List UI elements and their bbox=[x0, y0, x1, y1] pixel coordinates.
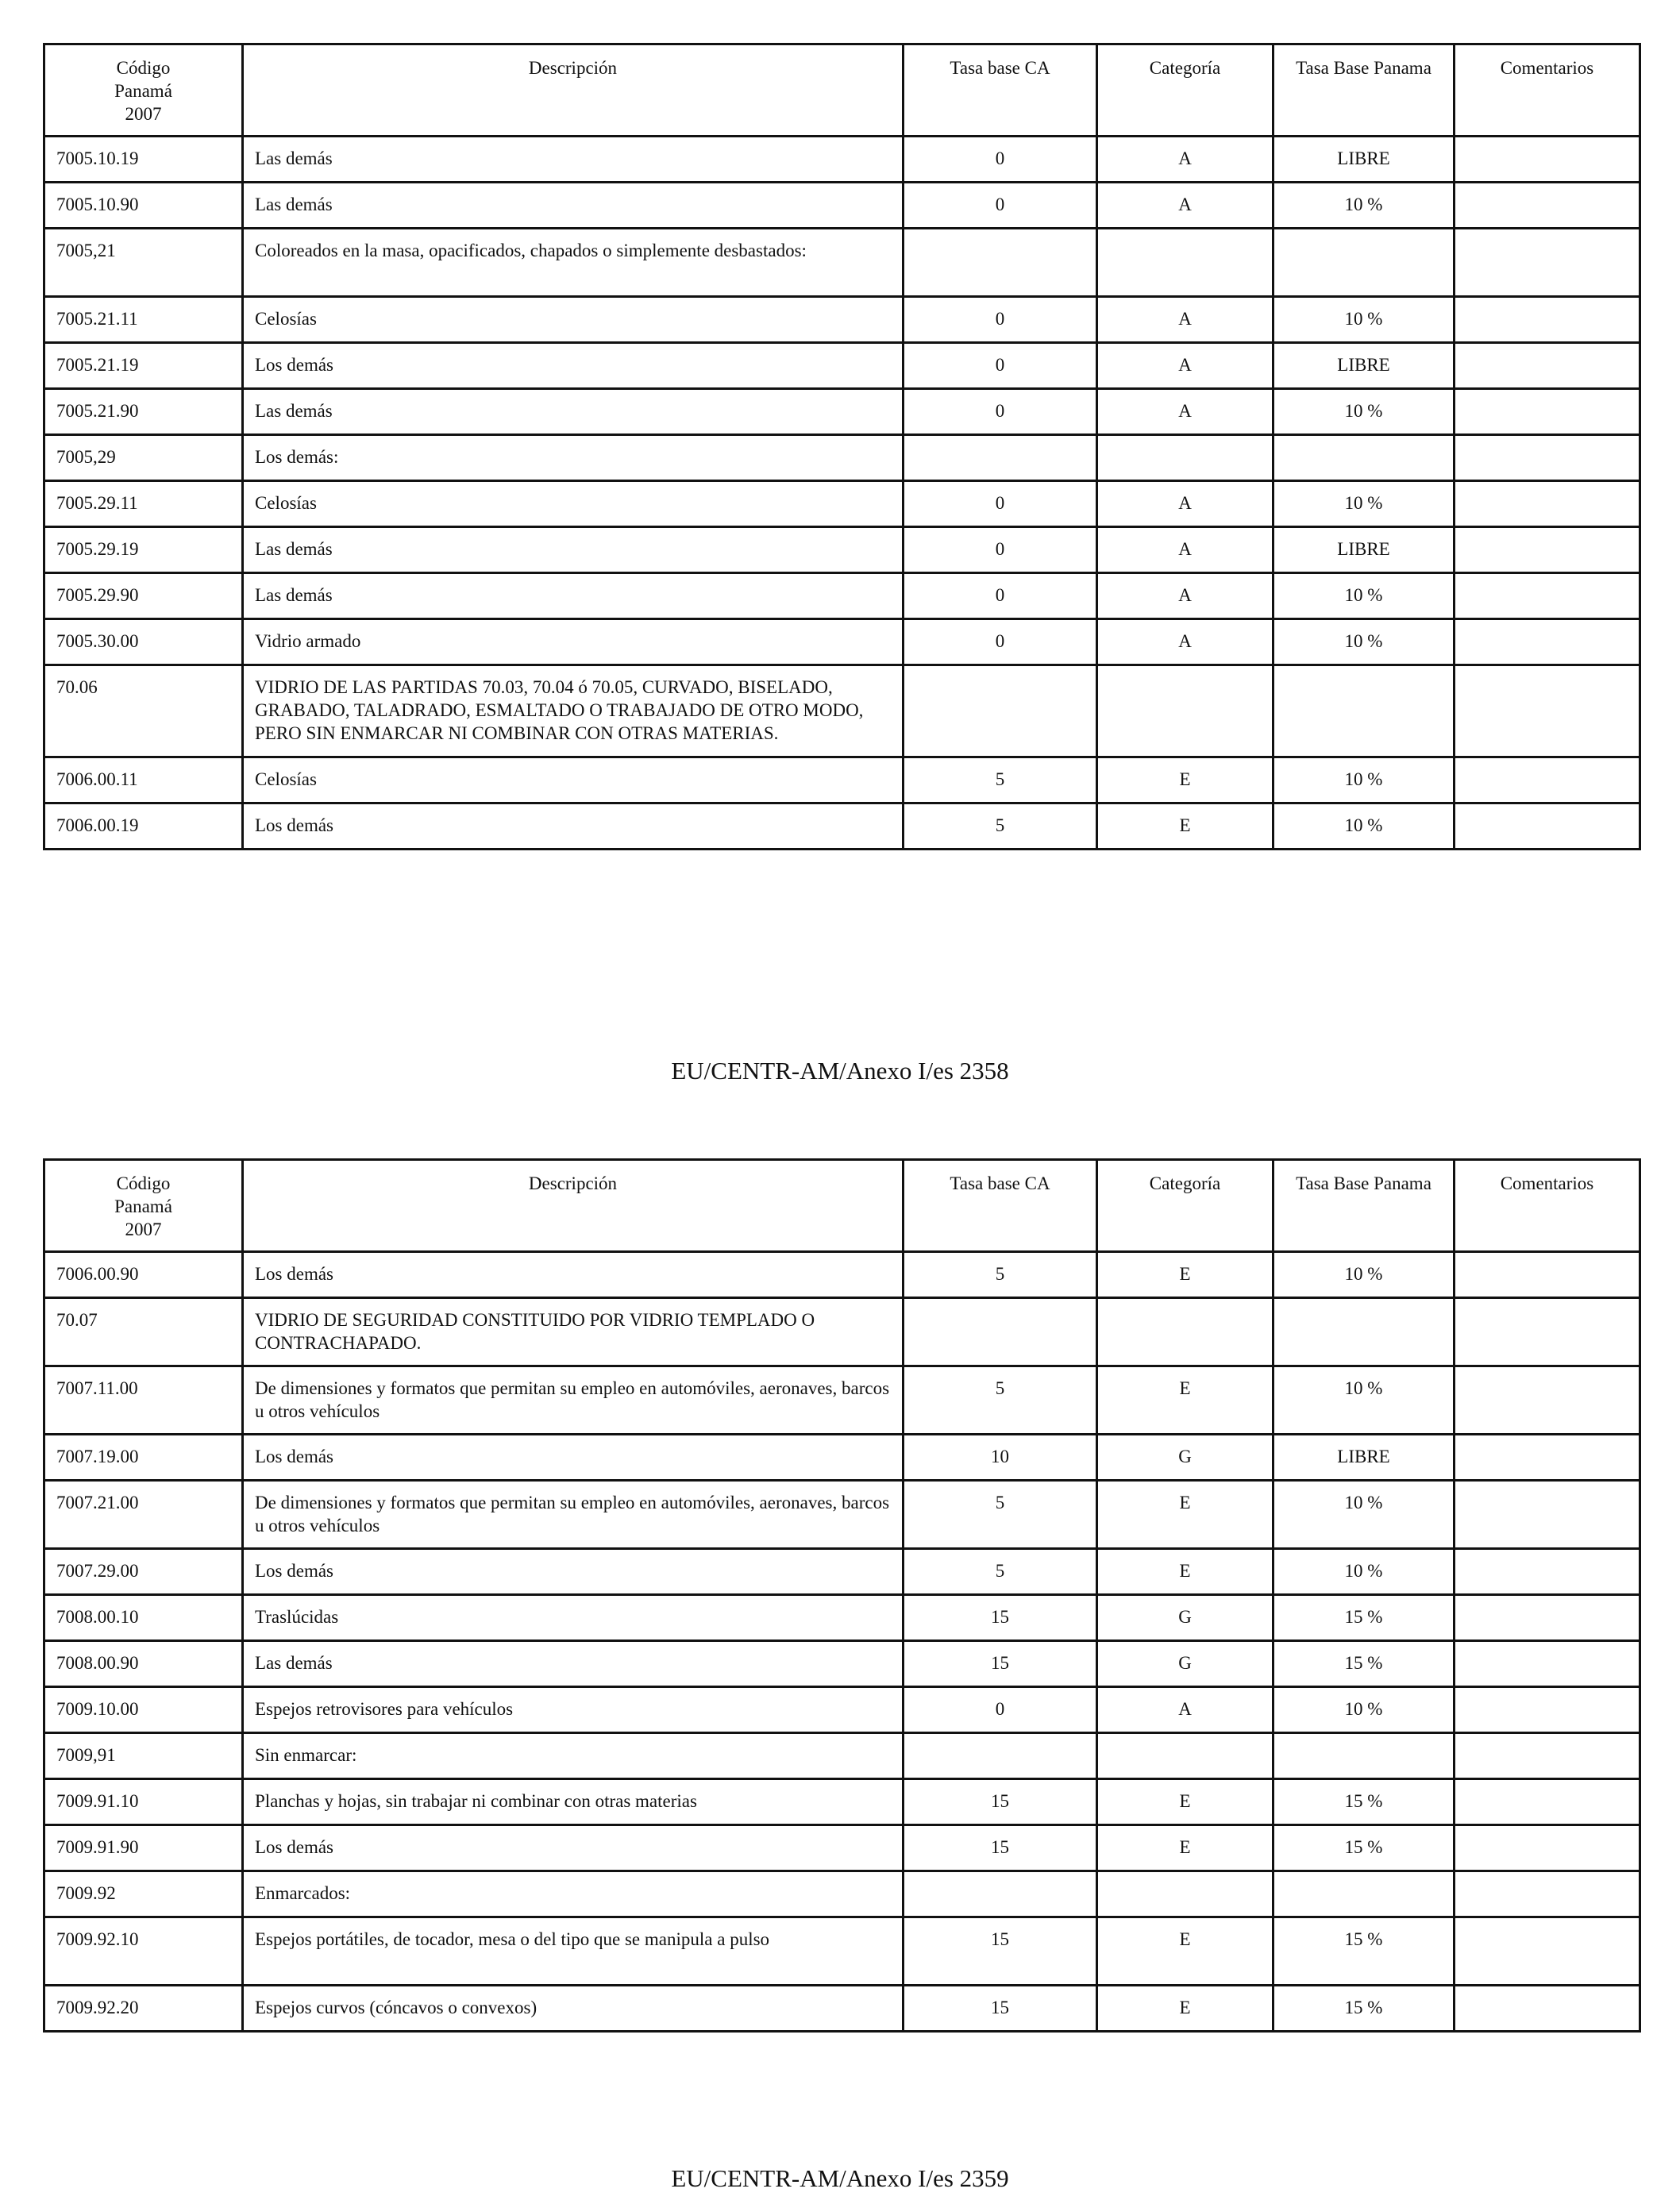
table-row bbox=[44, 1252, 1640, 1298]
cell-description: Sin enmarcar: bbox=[243, 1733, 904, 1779]
cell-base-ca bbox=[904, 435, 1097, 481]
cell-code: 7005.10.19 bbox=[44, 137, 243, 183]
cell-base-panama bbox=[1273, 229, 1455, 297]
cell-comments bbox=[1455, 1986, 1640, 2032]
cell-description: Celosías bbox=[243, 757, 904, 803]
cell-code: 7008.00.10 bbox=[44, 1595, 243, 1641]
cell-base-panama: 10 % bbox=[1273, 573, 1455, 619]
cell-base-panama: 10 % bbox=[1273, 619, 1455, 665]
cell-code: 7007.21.00 bbox=[44, 1481, 243, 1549]
cell-base-ca bbox=[904, 665, 1097, 757]
cell-base-panama: 15 % bbox=[1273, 1986, 1455, 2032]
cell-base-panama: 10 % bbox=[1273, 803, 1455, 850]
table-row bbox=[44, 183, 1640, 229]
cell-code: 7009.92 bbox=[44, 1871, 243, 1917]
cell-comments bbox=[1455, 389, 1640, 435]
cell-description: Las demás bbox=[243, 527, 904, 573]
cell-code: 7006.00.90 bbox=[44, 1252, 243, 1298]
cell-code: 7005,29 bbox=[44, 435, 243, 481]
cell-description: De dimensiones y formatos que permitan su empleo en automóviles, aeronaves, barcos u otros vehículos bbox=[243, 1366, 904, 1435]
cell-base-panama bbox=[1273, 665, 1455, 757]
cell-base-panama: 15 % bbox=[1273, 1779, 1455, 1825]
cell-description: Celosías bbox=[243, 481, 904, 527]
cell-category: A bbox=[1097, 527, 1273, 573]
cell-description: Las demás bbox=[243, 183, 904, 229]
cell-category: E bbox=[1097, 1917, 1273, 1986]
table-row bbox=[44, 1825, 1640, 1871]
cell-description: Los demás bbox=[243, 1549, 904, 1595]
page-footer-2358: EU/CENTR-AM/Anexo I/es 2358 bbox=[671, 1057, 1009, 1085]
cell-code: 7006.00.11 bbox=[44, 757, 243, 803]
cell-comments bbox=[1455, 1595, 1640, 1641]
cell-base-ca: 0 bbox=[904, 1687, 1097, 1733]
cell-category: A bbox=[1097, 343, 1273, 389]
header-base-ca: Tasa base CA bbox=[904, 1160, 1097, 1252]
cell-base-ca: 0 bbox=[904, 619, 1097, 665]
table-row bbox=[44, 757, 1640, 803]
cell-base-ca: 15 bbox=[904, 1917, 1097, 1986]
cell-base-ca: 5 bbox=[904, 1252, 1097, 1298]
cell-base-panama bbox=[1273, 435, 1455, 481]
cell-base-ca: 0 bbox=[904, 573, 1097, 619]
cell-category: A bbox=[1097, 573, 1273, 619]
table-header-row bbox=[44, 1160, 1640, 1252]
cell-category: E bbox=[1097, 1481, 1273, 1549]
tariff-table-1 bbox=[43, 43, 1641, 850]
cell-description: Las demás bbox=[243, 389, 904, 435]
cell-base-ca: 0 bbox=[904, 343, 1097, 389]
table-row bbox=[44, 1366, 1640, 1435]
cell-description: Los demás bbox=[243, 1435, 904, 1481]
cell-base-ca: 5 bbox=[904, 1366, 1097, 1435]
cell-code: 7009.91.90 bbox=[44, 1825, 243, 1871]
cell-comments bbox=[1455, 1366, 1640, 1435]
cell-category: A bbox=[1097, 1687, 1273, 1733]
cell-comments bbox=[1455, 527, 1640, 573]
cell-base-ca: 0 bbox=[904, 389, 1097, 435]
cell-base-panama: 10 % bbox=[1273, 1687, 1455, 1733]
header-description: Descripción bbox=[243, 1160, 904, 1252]
cell-description: Las demás bbox=[243, 137, 904, 183]
table-row bbox=[44, 1595, 1640, 1641]
cell-code: 70.06 bbox=[44, 665, 243, 757]
header-code: Código Panamá 2007 bbox=[44, 44, 243, 137]
cell-base-ca bbox=[904, 1733, 1097, 1779]
table-row bbox=[44, 389, 1640, 435]
cell-code: 70.07 bbox=[44, 1298, 243, 1366]
cell-category: E bbox=[1097, 1986, 1273, 2032]
cell-base-panama: LIBRE bbox=[1273, 527, 1455, 573]
cell-base-panama: LIBRE bbox=[1273, 137, 1455, 183]
header-base-ca: Tasa base CA bbox=[904, 44, 1097, 137]
cell-code: 7006.00.19 bbox=[44, 803, 243, 850]
cell-code: 7005.29.19 bbox=[44, 527, 243, 573]
cell-base-ca: 10 bbox=[904, 1435, 1097, 1481]
table-row bbox=[44, 1733, 1640, 1779]
cell-category: A bbox=[1097, 389, 1273, 435]
cell-code: 7005,21 bbox=[44, 229, 243, 297]
cell-description: Espejos portátiles, de tocador, mesa o del tipo que se manipula a pulso bbox=[243, 1917, 904, 1986]
header-category: Categoría bbox=[1097, 44, 1273, 137]
cell-comments bbox=[1455, 229, 1640, 297]
page-footer-2359: EU/CENTR-AM/Anexo I/es 2359 bbox=[671, 2164, 1009, 2192]
cell-code: 7007.11.00 bbox=[44, 1366, 243, 1435]
cell-comments bbox=[1455, 803, 1640, 850]
cell-category: E bbox=[1097, 1779, 1273, 1825]
cell-base-panama: 10 % bbox=[1273, 757, 1455, 803]
cell-category: G bbox=[1097, 1641, 1273, 1687]
cell-code: 7009.10.00 bbox=[44, 1687, 243, 1733]
table-row bbox=[44, 1435, 1640, 1481]
table-row bbox=[44, 803, 1640, 850]
header-description: Descripción bbox=[243, 44, 904, 137]
cell-comments bbox=[1455, 1779, 1640, 1825]
cell-base-panama: 10 % bbox=[1273, 297, 1455, 343]
cell-base-panama: 15 % bbox=[1273, 1825, 1455, 1871]
cell-description: Traslúcidas bbox=[243, 1595, 904, 1641]
cell-comments bbox=[1455, 1687, 1640, 1733]
cell-category bbox=[1097, 1871, 1273, 1917]
cell-base-panama: 10 % bbox=[1273, 1366, 1455, 1435]
cell-description: Vidrio armado bbox=[243, 619, 904, 665]
table-row bbox=[44, 1917, 1640, 1986]
cell-comments bbox=[1455, 1481, 1640, 1549]
cell-category: A bbox=[1097, 619, 1273, 665]
cell-comments bbox=[1455, 435, 1640, 481]
table-row bbox=[44, 573, 1640, 619]
cell-category bbox=[1097, 1298, 1273, 1366]
cell-base-panama: 10 % bbox=[1273, 1549, 1455, 1595]
cell-base-ca: 0 bbox=[904, 183, 1097, 229]
cell-base-ca: 15 bbox=[904, 1825, 1097, 1871]
table-row bbox=[44, 229, 1640, 297]
cell-base-ca: 0 bbox=[904, 297, 1097, 343]
cell-description: Coloreados en la masa, opacificados, chapados o simplemente desbastados: bbox=[243, 229, 904, 297]
table-row bbox=[44, 343, 1640, 389]
cell-category: E bbox=[1097, 1549, 1273, 1595]
cell-description: Los demás bbox=[243, 803, 904, 850]
cell-comments bbox=[1455, 343, 1640, 389]
cell-comments bbox=[1455, 1298, 1640, 1366]
cell-category: A bbox=[1097, 137, 1273, 183]
cell-comments bbox=[1455, 1825, 1640, 1871]
cell-base-ca: 15 bbox=[904, 1641, 1097, 1687]
cell-description: Las demás bbox=[243, 1641, 904, 1687]
cell-base-ca: 15 bbox=[904, 1779, 1097, 1825]
header-code: Código Panamá 2007 bbox=[44, 1160, 243, 1252]
cell-base-ca: 5 bbox=[904, 757, 1097, 803]
cell-code: 7005.21.90 bbox=[44, 389, 243, 435]
cell-comments bbox=[1455, 137, 1640, 183]
table-row bbox=[44, 527, 1640, 573]
cell-comments bbox=[1455, 757, 1640, 803]
cell-category: A bbox=[1097, 297, 1273, 343]
cell-base-panama bbox=[1273, 1733, 1455, 1779]
cell-code: 7009.91.10 bbox=[44, 1779, 243, 1825]
cell-category: A bbox=[1097, 481, 1273, 527]
cell-category: A bbox=[1097, 183, 1273, 229]
cell-base-ca: 15 bbox=[904, 1986, 1097, 2032]
table-row bbox=[44, 1481, 1640, 1549]
table-row bbox=[44, 1986, 1640, 2032]
cell-comments bbox=[1455, 481, 1640, 527]
table-row bbox=[44, 1871, 1640, 1917]
cell-description: Los demás bbox=[243, 343, 904, 389]
cell-comments bbox=[1455, 297, 1640, 343]
cell-code: 7005.29.11 bbox=[44, 481, 243, 527]
cell-comments bbox=[1455, 665, 1640, 757]
cell-comments bbox=[1455, 183, 1640, 229]
cell-comments bbox=[1455, 1252, 1640, 1298]
cell-code: 7005.10.90 bbox=[44, 183, 243, 229]
cell-category: E bbox=[1097, 1825, 1273, 1871]
table-row bbox=[44, 297, 1640, 343]
cell-category: E bbox=[1097, 803, 1273, 850]
cell-base-ca: 0 bbox=[904, 137, 1097, 183]
cell-base-ca bbox=[904, 1871, 1097, 1917]
cell-description: Celosías bbox=[243, 297, 904, 343]
cell-base-panama: 10 % bbox=[1273, 481, 1455, 527]
cell-comments bbox=[1455, 619, 1640, 665]
cell-description: Planchas y hojas, sin trabajar ni combinar con otras materias bbox=[243, 1779, 904, 1825]
table-row bbox=[44, 1687, 1640, 1733]
cell-base-ca bbox=[904, 229, 1097, 297]
cell-description: VIDRIO DE LAS PARTIDAS 70.03, 70.04 ó 70.05, CURVADO, BISELADO, GRABADO, TALADRADO, ESMALTADO O TRABAJADO DE OTRO MODO, PERO SIN ENMARCAR NI COMBINAR CON OTRAS MATERIAS. bbox=[243, 665, 904, 757]
table-row bbox=[44, 481, 1640, 527]
table-row bbox=[44, 1298, 1640, 1366]
table-row bbox=[44, 665, 1640, 757]
table-row bbox=[44, 619, 1640, 665]
header-comments: Comentarios bbox=[1455, 44, 1640, 137]
tariff-table-2 bbox=[43, 1158, 1641, 2033]
cell-comments bbox=[1455, 1435, 1640, 1481]
cell-category: E bbox=[1097, 757, 1273, 803]
cell-description: Enmarcados: bbox=[243, 1871, 904, 1917]
cell-base-ca: 5 bbox=[904, 1549, 1097, 1595]
cell-description: De dimensiones y formatos que permitan su empleo en automóviles, aeronaves, barcos u otros vehículos bbox=[243, 1481, 904, 1549]
cell-category: E bbox=[1097, 1252, 1273, 1298]
cell-category: G bbox=[1097, 1595, 1273, 1641]
cell-description: Los demás bbox=[243, 1252, 904, 1298]
cell-base-panama: LIBRE bbox=[1273, 343, 1455, 389]
cell-code: 7005.21.19 bbox=[44, 343, 243, 389]
cell-code: 7007.19.00 bbox=[44, 1435, 243, 1481]
cell-description: Los demás: bbox=[243, 435, 904, 481]
cell-base-panama: 15 % bbox=[1273, 1917, 1455, 1986]
cell-category bbox=[1097, 435, 1273, 481]
cell-base-panama bbox=[1273, 1871, 1455, 1917]
header-base-panama: Tasa Base Panama bbox=[1273, 1160, 1455, 1252]
cell-code: 7007.29.00 bbox=[44, 1549, 243, 1595]
cell-code: 7009.92.20 bbox=[44, 1986, 243, 2032]
table-row bbox=[44, 435, 1640, 481]
cell-description: Los demás bbox=[243, 1825, 904, 1871]
cell-base-ca: 5 bbox=[904, 1481, 1097, 1549]
table-row bbox=[44, 1549, 1640, 1595]
cell-base-ca: 5 bbox=[904, 803, 1097, 850]
cell-description: Las demás bbox=[243, 573, 904, 619]
cell-code: 7005.30.00 bbox=[44, 619, 243, 665]
cell-category: E bbox=[1097, 1366, 1273, 1435]
cell-base-ca: 0 bbox=[904, 527, 1097, 573]
cell-base-ca: 15 bbox=[904, 1595, 1097, 1641]
header-comments: Comentarios bbox=[1455, 1160, 1640, 1252]
cell-base-ca bbox=[904, 1298, 1097, 1366]
cell-base-panama: 10 % bbox=[1273, 1481, 1455, 1549]
header-base-panama: Tasa Base Panama bbox=[1273, 44, 1455, 137]
header-category: Categoría bbox=[1097, 1160, 1273, 1252]
cell-code: 7005.29.90 bbox=[44, 573, 243, 619]
cell-comments bbox=[1455, 1733, 1640, 1779]
cell-base-panama: 10 % bbox=[1273, 1252, 1455, 1298]
cell-category bbox=[1097, 665, 1273, 757]
table-row bbox=[44, 137, 1640, 183]
cell-category bbox=[1097, 229, 1273, 297]
table-header-row bbox=[44, 44, 1640, 137]
table-row bbox=[44, 1641, 1640, 1687]
cell-code: 7009.92.10 bbox=[44, 1917, 243, 1986]
cell-comments bbox=[1455, 1549, 1640, 1595]
cell-base-panama: 15 % bbox=[1273, 1641, 1455, 1687]
cell-base-panama: LIBRE bbox=[1273, 1435, 1455, 1481]
cell-base-panama: 10 % bbox=[1273, 183, 1455, 229]
cell-code: 7008.00.90 bbox=[44, 1641, 243, 1687]
cell-comments bbox=[1455, 1641, 1640, 1687]
cell-comments bbox=[1455, 1871, 1640, 1917]
cell-comments bbox=[1455, 573, 1640, 619]
cell-base-panama bbox=[1273, 1298, 1455, 1366]
cell-code: 7009,91 bbox=[44, 1733, 243, 1779]
cell-category bbox=[1097, 1733, 1273, 1779]
cell-base-panama: 10 % bbox=[1273, 389, 1455, 435]
cell-code: 7005.21.11 bbox=[44, 297, 243, 343]
cell-description: VIDRIO DE SEGURIDAD CONSTITUIDO POR VIDRIO TEMPLADO O CONTRACHAPADO. bbox=[243, 1298, 904, 1366]
cell-category: G bbox=[1097, 1435, 1273, 1481]
cell-base-ca: 0 bbox=[904, 481, 1097, 527]
cell-description: Espejos curvos (cóncavos o convexos) bbox=[243, 1986, 904, 2032]
cell-comments bbox=[1455, 1917, 1640, 1986]
table-row bbox=[44, 1779, 1640, 1825]
cell-base-panama: 15 % bbox=[1273, 1595, 1455, 1641]
cell-description: Espejos retrovisores para vehículos bbox=[243, 1687, 904, 1733]
